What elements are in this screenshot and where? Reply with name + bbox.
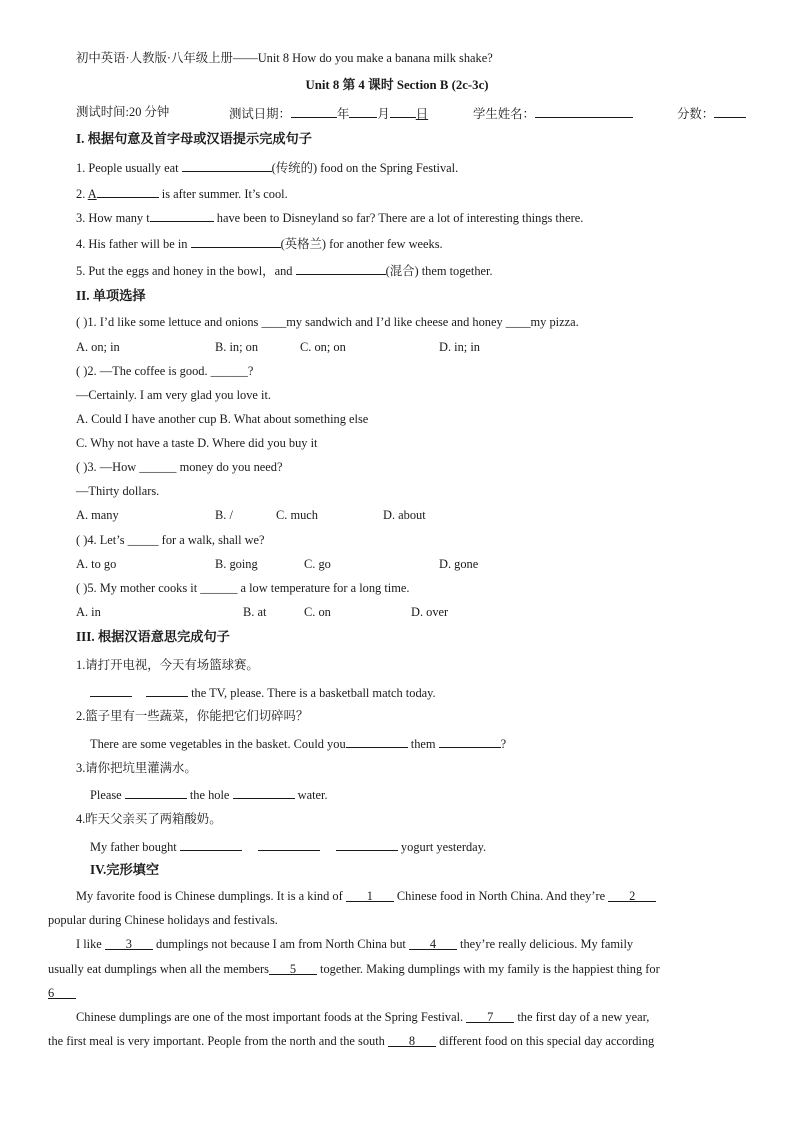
s2-q4-option-d[interactable]: D. gone	[439, 557, 479, 571]
s1-item-2-blank[interactable]	[97, 184, 159, 198]
cloze-blank-1[interactable]: 1	[346, 888, 394, 902]
s2-q3-option-d[interactable]: D. about	[383, 508, 426, 522]
s1-item-4	[76, 234, 443, 252]
lesson-title: Unit 8 第 4 课时 Section B (2c-3c)	[305, 78, 489, 92]
cloze-line-6	[76, 1009, 649, 1025]
cloze-text: usually eat dumplings when all the members	[48, 962, 269, 976]
s2-q4-option-b[interactable]: B. going	[215, 557, 258, 571]
score-label: 分数：	[677, 107, 715, 121]
s2-q5-option-a[interactable]: A. in	[76, 605, 101, 619]
cloze-text: I like	[76, 937, 105, 951]
s3-q4-text-b: yogurt yesterday.	[397, 840, 487, 854]
s2-question-3: ( )3. —How ______ money do you need?	[76, 460, 283, 474]
cloze-blank-5[interactable]: 5	[269, 961, 317, 975]
s2-question-5: ( )5. My mother cooks it ______ a low temperature for a long time.	[76, 581, 410, 595]
s1-item-4-blank[interactable]	[191, 234, 281, 248]
s3-q3-blank-2[interactable]	[233, 785, 295, 799]
s3-q4-blank-1[interactable]	[180, 837, 242, 851]
s3-q2-blank-2[interactable]	[439, 734, 501, 748]
s1-item-1	[76, 158, 458, 176]
s2-q1-option-d[interactable]: D. in; in	[439, 340, 480, 354]
test-date	[229, 104, 428, 122]
s1-item-1-text: 1. People usually eat	[76, 161, 182, 175]
name-label: 学生姓名：	[473, 107, 535, 121]
cloze-text: Chinese dumplings are one of the most important foods at the Spring Festival.	[76, 1010, 467, 1024]
s3-q3-chinese: 3.请你把坑里灌满水。	[76, 761, 197, 775]
s1-item-5-text: 5. Put the eggs and honey in the bowl，and	[76, 264, 296, 278]
cloze-line-2: popular during Chinese holidays and festivals.	[48, 913, 278, 927]
s2-q2-options-ab[interactable]: A. Could I have another cup B. What about something else	[76, 412, 369, 426]
cloze-text: the first meal is very important. People from the north and the south	[48, 1034, 388, 1048]
section-2-heading: II. 单项选择	[76, 288, 146, 303]
s2-q2-options-cd[interactable]: C. Why not have a taste D. Where did you buy it	[76, 436, 318, 450]
cloze-blank-6[interactable]: 6	[48, 985, 76, 999]
s2-q4-option-a[interactable]: A. to go	[76, 557, 117, 571]
cloze-text: different food on this special day according	[435, 1034, 655, 1048]
s3-q2-text-a: There are some vegetables in the basket. Could you	[90, 737, 346, 751]
s2-q1-option-c[interactable]: C. on; on	[300, 340, 346, 354]
course-header: 初中英语·人教版·八年级上册——Unit 8 How do you make a banana milk shake?	[76, 51, 493, 65]
s2-q5-option-c[interactable]: C. on	[304, 605, 331, 619]
cloze-text: the first day of a new year,	[514, 1010, 650, 1024]
s1-item-4-text: 4. His father will be in	[76, 237, 191, 251]
month-label: 月	[377, 107, 390, 121]
s1-item-5-post: (混合) them together.	[385, 264, 493, 278]
section-4-heading: IV.完形填空	[90, 862, 160, 877]
s2-q3-option-b[interactable]: B. /	[215, 508, 233, 522]
s3-q3-text-b: the hole	[186, 788, 233, 802]
year-label: 年	[336, 107, 350, 121]
s1-item-2-letter: A	[87, 187, 97, 201]
student-name	[473, 104, 633, 122]
name-blank[interactable]	[535, 104, 633, 118]
cloze-text: they’re really delicious. My family	[456, 937, 634, 951]
s2-q2-reply: —Certainly. I am very glad you love it.	[76, 388, 271, 402]
s2-q3-reply: —Thirty dollars.	[76, 484, 160, 498]
s2-q1-option-b[interactable]: B. in; on	[215, 340, 259, 354]
cloze-blank-2[interactable]: 2	[608, 888, 656, 902]
s2-question-2: ( )2. —The coffee is good. ______?	[76, 364, 254, 378]
cloze-text: Chinese food in North China. And they’re	[393, 889, 609, 903]
s3-q1-english	[90, 683, 436, 701]
s3-q4-blank-2[interactable]	[258, 837, 320, 851]
cloze-blank-3[interactable]: 3	[105, 936, 153, 950]
cloze-line-3	[76, 936, 633, 952]
s1-item-1-hint: (传统的) food on the Spring Festival.	[271, 161, 459, 175]
s3-q1-chinese: 1.请打开电视，今天有场篮球赛。	[76, 658, 259, 672]
s1-item-3	[76, 208, 583, 226]
score	[677, 104, 746, 122]
s2-q5-option-d[interactable]: D. over	[411, 605, 449, 619]
s1-item-5	[76, 261, 493, 279]
month-blank[interactable]	[349, 104, 377, 118]
section-1-heading: I. 根据句意及首字母或汉语提示完成句子	[76, 131, 312, 146]
s1-item-3-post: have been to Disneyland so far? There are a lot of interesting things there.	[213, 211, 584, 225]
s1-item-1-blank[interactable]	[182, 158, 272, 172]
score-blank[interactable]	[714, 104, 746, 118]
s3-q3-text-a: Please	[90, 788, 125, 802]
cloze-line-1	[76, 888, 656, 904]
s3-q4-chinese: 4.昨天父亲买了两箱酸奶。	[76, 812, 222, 826]
cloze-blank-8[interactable]: 8	[388, 1033, 436, 1047]
s3-q3-english	[90, 785, 328, 803]
s2-q1-option-a[interactable]: A. on; in	[76, 340, 120, 354]
s3-q1-blank-1[interactable]	[90, 683, 132, 697]
s3-q3-text-c: water.	[294, 788, 328, 802]
cloze-blank-7[interactable]: 7	[466, 1009, 514, 1023]
s3-q2-text-c: ?	[500, 737, 507, 751]
cloze-text: My favorite food is Chinese dumplings. It is a kind of	[76, 889, 346, 903]
day-blank[interactable]	[390, 104, 416, 118]
s1-item-4-post: (英格兰) for another few weeks.	[280, 237, 443, 251]
s3-q2-text-b: them	[407, 737, 439, 751]
s3-q1-text: the TV, please. There is a basketball match today.	[188, 686, 436, 700]
s3-q4-english	[90, 837, 486, 855]
s3-q1-blank-2[interactable]	[146, 683, 188, 697]
s2-q5-option-b[interactable]: B. at	[243, 605, 267, 619]
s2-question-1: ( )1. I’d like some lettuce and onions ____my sandwich and I’d like cheese and honey ____my pizza.	[76, 315, 579, 329]
s3-q2-blank-1[interactable]	[346, 734, 408, 748]
s1-item-2	[76, 184, 288, 202]
cloze-line-7	[48, 1033, 654, 1049]
date-label: 测试日期：	[229, 107, 291, 121]
year-blank[interactable]	[291, 104, 337, 118]
cloze-line-4	[48, 961, 660, 977]
s1-item-2-post: is after summer. It’s cool.	[158, 187, 288, 201]
s1-item-5-blank[interactable]	[296, 261, 386, 275]
cloze-blank-4[interactable]: 4	[409, 936, 457, 950]
s3-q3-blank-1[interactable]	[125, 785, 187, 799]
cloze-text: together. Making dumplings with my family is the happiest thing for	[316, 962, 660, 976]
s1-item-3-blank[interactable]	[150, 208, 214, 222]
cloze-text: dumplings not because I am from North China but	[152, 937, 409, 951]
s1-item-2-text: 2.	[76, 187, 88, 201]
s3-q2-chinese: 2.篮子里有一些蔬菜，你能把它们切碎吗？	[76, 709, 309, 723]
cloze-line-5	[48, 985, 76, 1001]
s2-q3-option-a[interactable]: A. many	[76, 508, 119, 522]
s3-q4-blank-3[interactable]	[336, 837, 398, 851]
s1-item-3-text: 3. How many t	[76, 211, 150, 225]
s2-q3-option-c[interactable]: C. much	[276, 508, 318, 522]
s2-q4-option-c[interactable]: C. go	[304, 557, 331, 571]
day-label: 日	[415, 107, 429, 121]
s3-q2-english	[90, 734, 506, 752]
s3-q4-text-a: My father bought	[90, 840, 180, 854]
test-time: 测试时间:20 分钟	[76, 105, 170, 119]
s2-question-4: ( )4. Let’s _____ for a walk, shall we?	[76, 533, 265, 547]
section-3-heading: III. 根据汉语意思完成句子	[76, 629, 230, 644]
